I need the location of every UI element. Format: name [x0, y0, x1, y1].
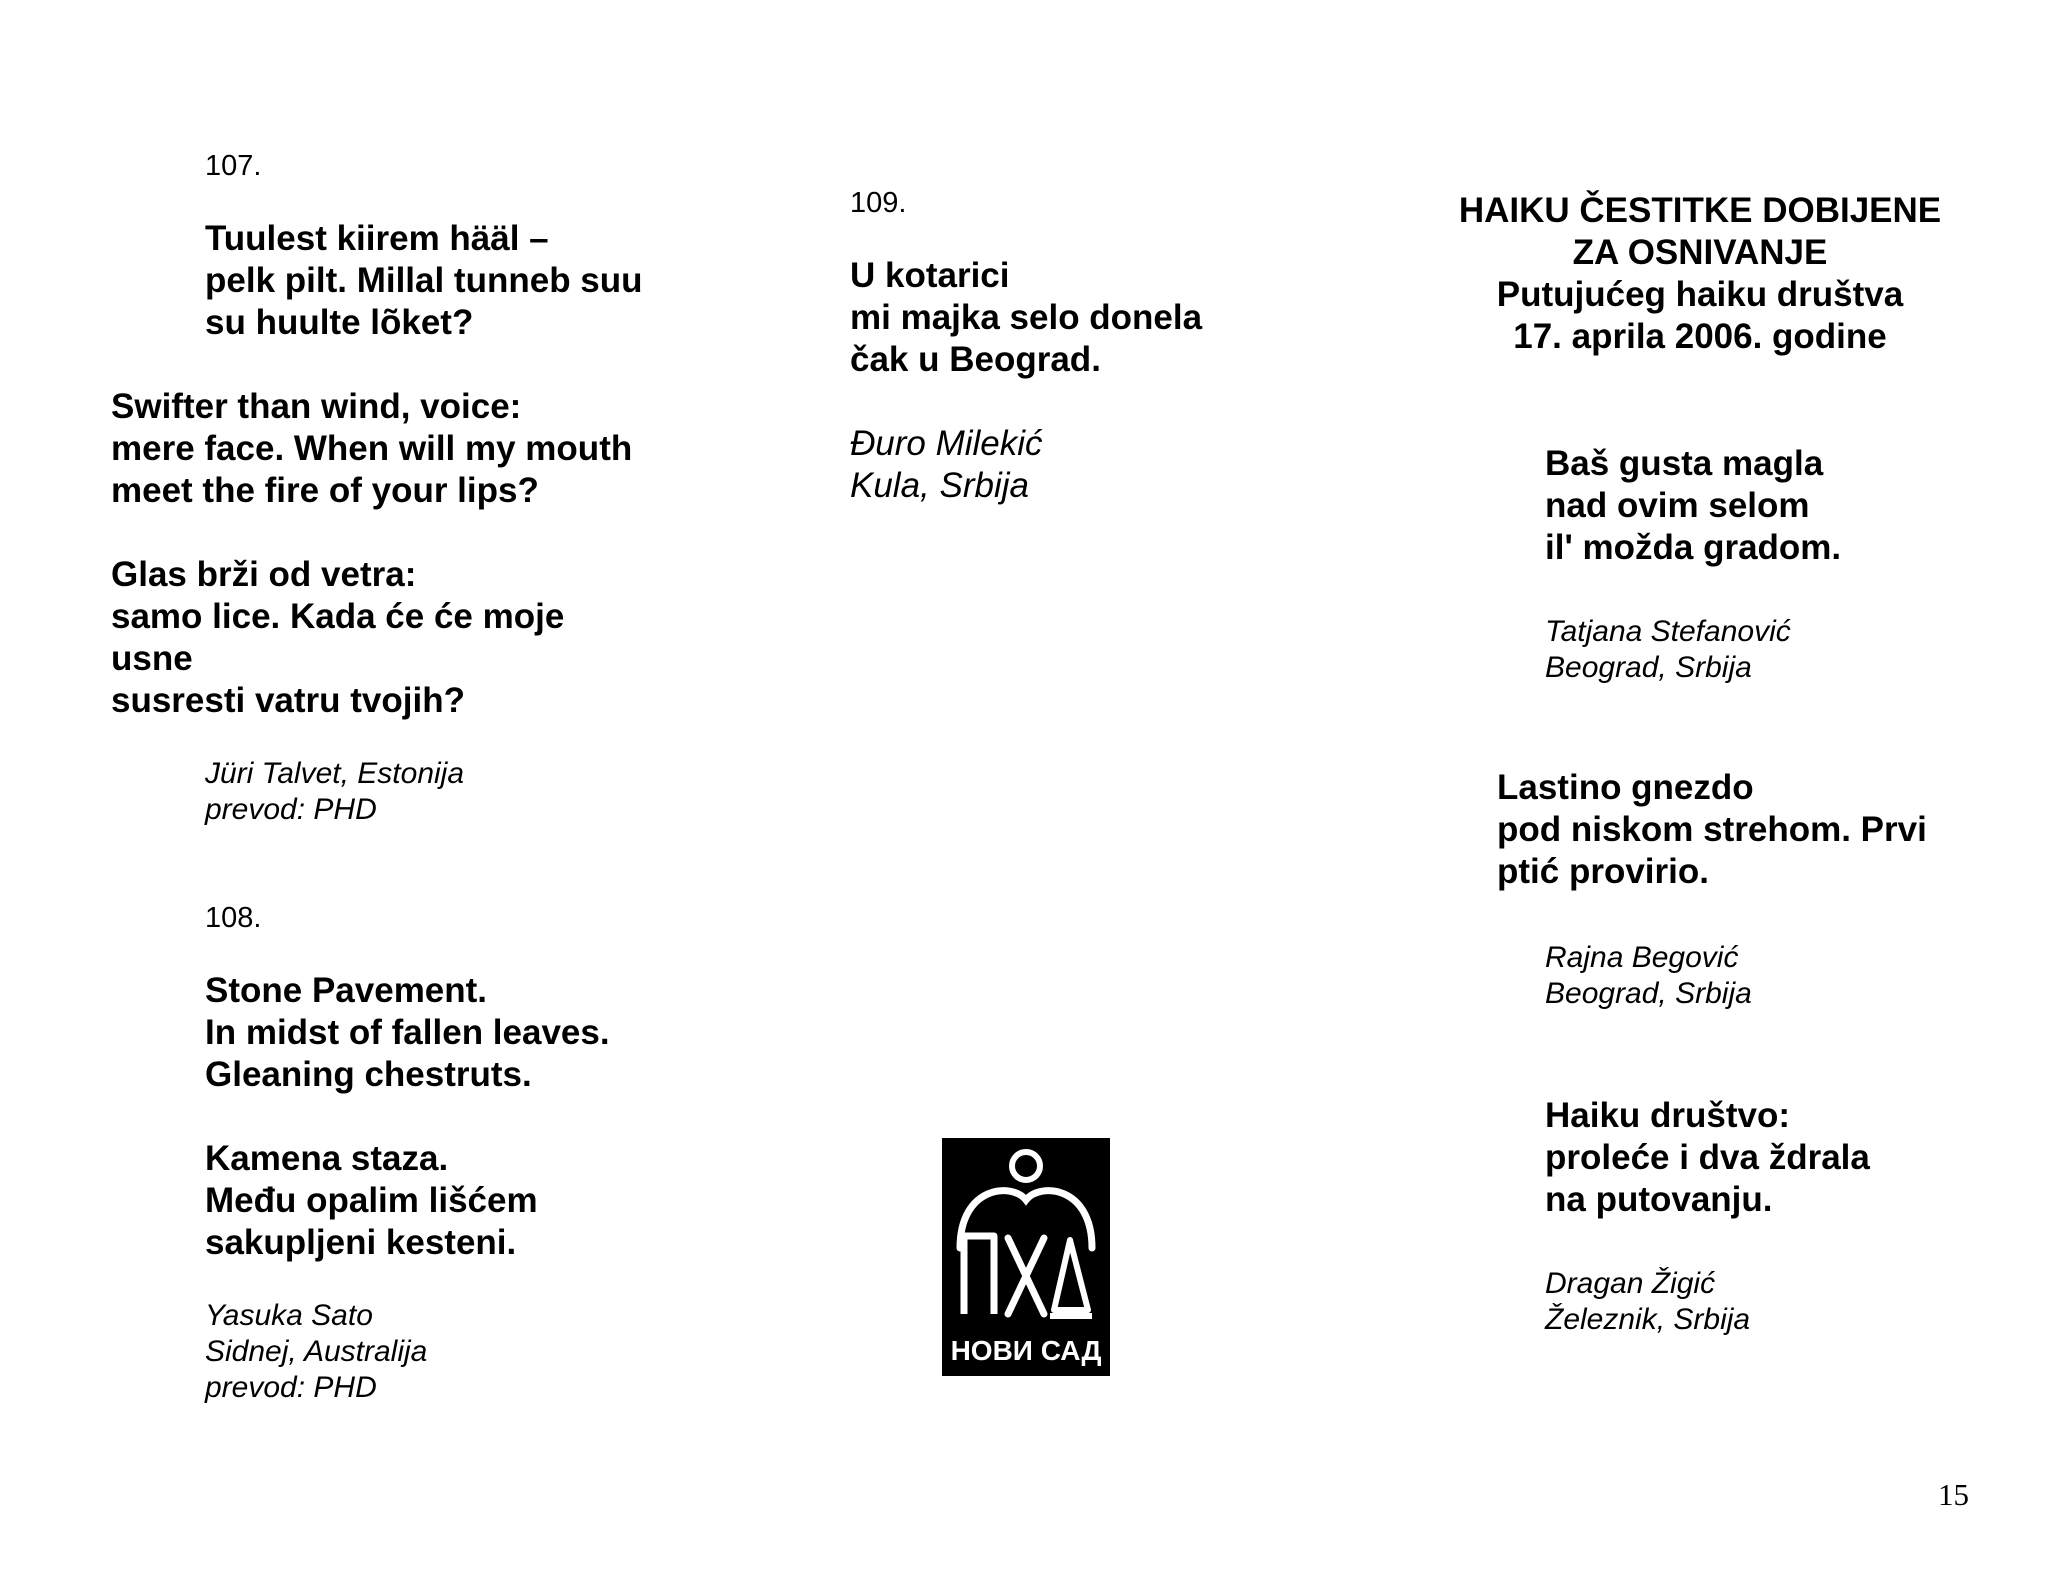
poem-107-serbian: Glas brži od vetra: samo lice. Kada će će moje usne susresti vatru tvojih?: [111, 555, 565, 720]
poem-108-english: Stone Pavement. In midst of fallen leaves. Gleaning chestruts.: [205, 971, 610, 1094]
poem-c1-text: Baš gusta magla nad ovim selom il' možda gradom.: [1545, 444, 1842, 567]
logo-letter-ha: [1008, 1238, 1044, 1314]
logo-letter-pe: [964, 1236, 994, 1314]
poem-number-108: 108.: [205, 902, 262, 934]
poem-109-serbian: U kotarici mi majka selo donela čak u Beograd.: [850, 256, 1203, 379]
poem-c3-text: Haiku društvo: proleće i dva ždrala na putovanju.: [1545, 1096, 1870, 1219]
poem-107-credit: Jüri Talvet, Estonija prevod: PHD: [205, 757, 465, 826]
poem-109-credit: Đuro Milekić Kula, Srbija: [850, 424, 1043, 505]
poem-108-serbian: Kamena staza. Među opalim lišćem sakupljeni kesteni.: [205, 1139, 538, 1262]
poem-c3-credit: Dragan Žigić Železnik, Srbija: [1545, 1267, 1751, 1336]
society-logo: [942, 1138, 1110, 1376]
logo-letter-de: [1050, 1240, 1092, 1316]
logo-caption: НОВИ САД: [950, 1335, 1102, 1366]
poem-number-109: 109.: [850, 187, 907, 219]
section-heading: HAIKU ČESTITKE DOBIJENE ZA OSNIVANJE Putujućeg haiku društva 17. aprila 2006. godine: [1458, 191, 1942, 356]
page-number: 15: [1938, 1477, 1969, 1512]
society-logo-art: [942, 1138, 1110, 1376]
poem-c2-text: Lastino gnezdo pod niskom strehom. Prvi ptić provirio.: [1497, 768, 1927, 891]
logo-head: [1012, 1152, 1040, 1180]
poem-107-english: Swifter than wind, voice: mere face. When will my mouth meet the fire of your lips?: [111, 387, 633, 510]
poem-108-credit: Yasuka Sato Sidnej, Australija prevod: PHD: [205, 1299, 428, 1404]
poem-c2-credit: Rajna Begović Beograd, Srbija: [1545, 941, 1752, 1010]
poem-c1-credit: Tatjana Stefanović Beograd, Srbija: [1545, 615, 1791, 684]
poem-107-estonian: Tuulest kiirem hääl – pelk pilt. Millal tunneb suu su huulte lõket?: [205, 219, 643, 342]
poem-number-107: 107.: [205, 150, 262, 182]
